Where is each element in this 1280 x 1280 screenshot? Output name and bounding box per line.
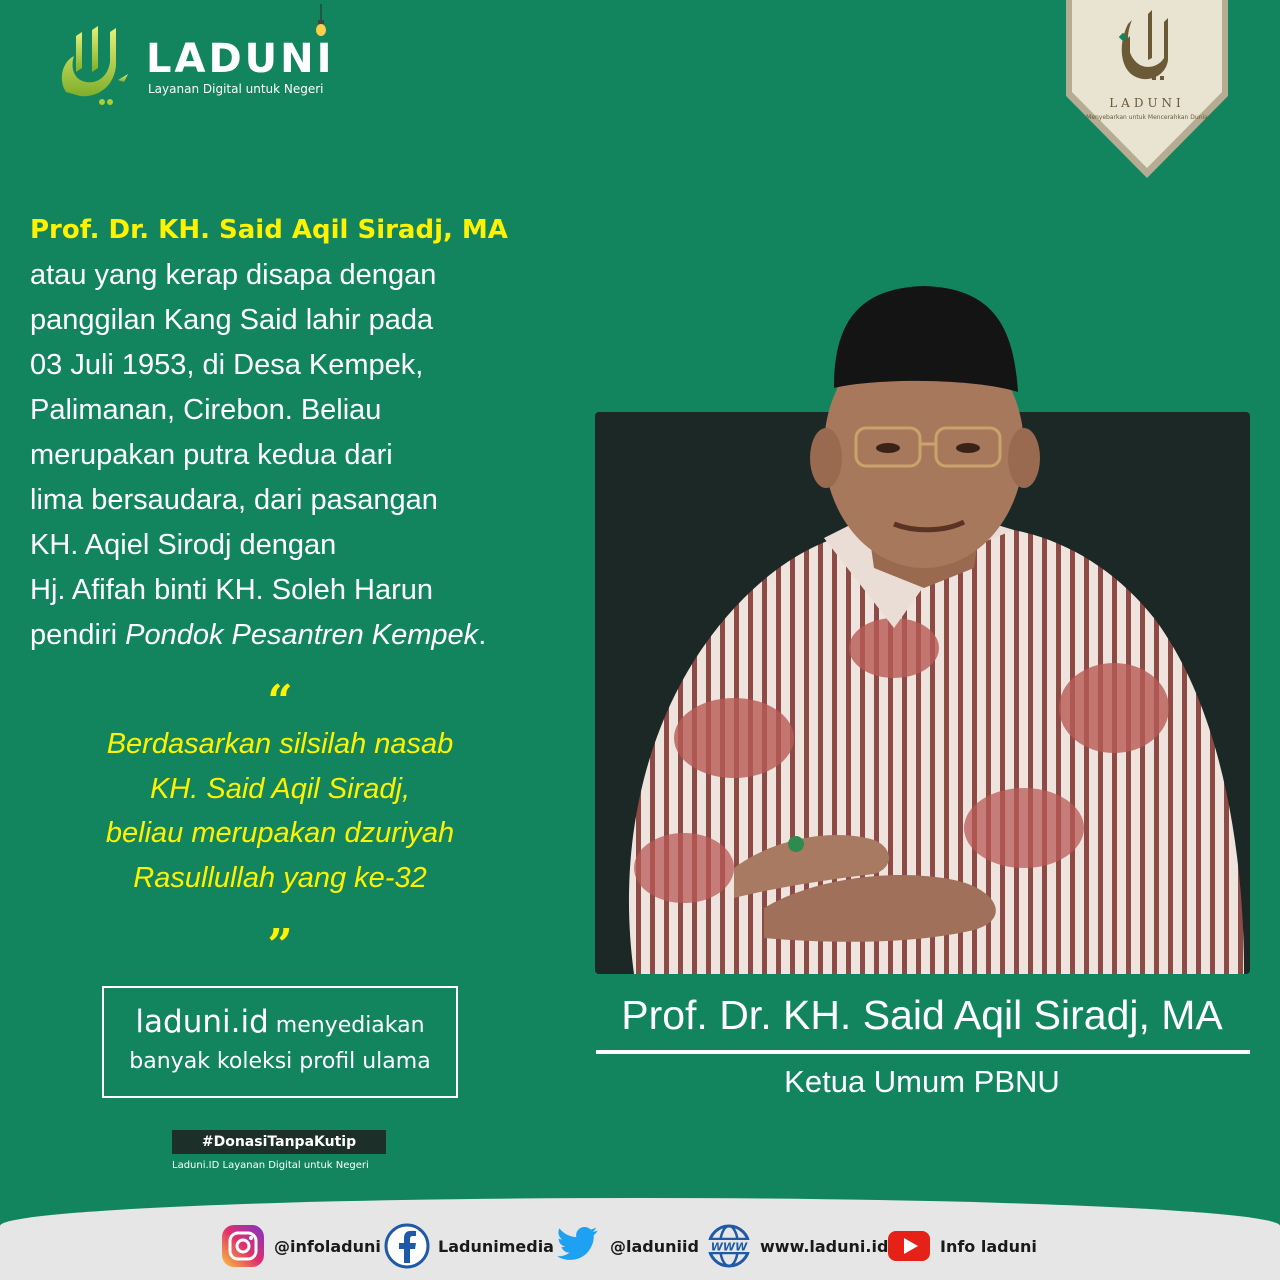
bio-line: atau yang kerap disapa dengan	[30, 259, 437, 291]
laduni-brand-logo	[52, 18, 352, 114]
bio-pesantren-name: Pondok Pesantren Kempek	[125, 619, 479, 651]
promo-line-1	[104, 1002, 456, 1046]
twitter-handle: @laduniid	[610, 1236, 699, 1256]
ribbon-tagline: Menyebarkan untuk Mencerahkan Dunia	[1086, 114, 1208, 121]
hashtag-badge: #DonasiTanpaKutip	[172, 1130, 386, 1154]
biography-text	[30, 208, 590, 658]
instagram-icon	[220, 1223, 266, 1269]
caption-divider	[596, 1050, 1250, 1054]
laduni-ribbon-badge	[1066, 0, 1228, 180]
laduni-calligraphy-icon	[52, 22, 132, 108]
youtube-icon	[886, 1223, 932, 1269]
bio-line: lima bersaudara, dari pasangan	[30, 484, 438, 516]
website-link[interactable]	[706, 1222, 888, 1270]
portrait-caption-role: Ketua Umum PBNU	[784, 1064, 1060, 1099]
instagram-handle: @infoladuni	[274, 1236, 381, 1256]
youtube-channel: Info laduni	[940, 1236, 1037, 1256]
bio-line: panggilan Kang Said lahir pada	[30, 304, 434, 336]
quote-line: KH. Said Aqil Siradj,	[149, 772, 411, 805]
bio-line: Hj. Afifah binti KH. Soleh Harun	[30, 574, 433, 606]
bio-line: 03 Juli 1953, di Desa Kempek,	[30, 349, 424, 381]
lamp-icon	[314, 4, 328, 38]
quote-close-mark: ”	[267, 920, 293, 971]
quote-line: Rasullullah yang ke-32	[133, 861, 427, 894]
portrait-photo	[594, 268, 1254, 974]
bio-line: merupakan putra kedua dari	[30, 439, 393, 471]
quote-line: beliau merupakan dzuriyah	[105, 817, 455, 849]
promo-box	[102, 986, 458, 1098]
promo-site: laduni.id	[135, 1004, 269, 1040]
portrait-caption-name: Prof. Dr. KH. Said Aqil Siradj, MA	[621, 992, 1223, 1038]
twitter-icon	[556, 1223, 602, 1269]
bio-line: Palimanan, Cirebon. Beliau	[30, 394, 382, 426]
quote-open-mark: “	[267, 676, 293, 727]
ribbon-name: LADUNI	[1109, 96, 1185, 110]
facebook-handle: Ladunimedia	[438, 1236, 554, 1256]
quote-block	[0, 722, 560, 900]
globe-icon	[706, 1223, 752, 1269]
bio-last-suffix: .	[478, 619, 487, 651]
bio-last-line	[30, 613, 590, 658]
website-url: www.laduni.id	[760, 1236, 889, 1256]
www-icon-text: WWW	[710, 1240, 748, 1254]
twitter-link[interactable]	[556, 1222, 699, 1270]
facebook-link[interactable]	[384, 1222, 554, 1270]
bio-last-prefix: pendiri	[30, 619, 126, 651]
bio-person-name: Prof. Dr. KH. Said Aqil Siradj, MA	[30, 215, 508, 245]
promo-line-2: banyak koleksi profil ulama	[129, 1049, 431, 1074]
brand-tagline: Layanan Digital untuk Negeri	[148, 82, 324, 96]
bio-line: KH. Aqiel Sirodj dengan	[30, 529, 337, 561]
hashtag-subtitle: Laduni.ID Layanan Digital untuk Negeri	[172, 1160, 369, 1171]
youtube-link[interactable]	[886, 1222, 1037, 1270]
instagram-link[interactable]	[220, 1222, 381, 1270]
ribbon-shape-icon	[1066, 0, 1228, 180]
facebook-icon	[384, 1223, 430, 1269]
brand-name: LADUNI	[146, 36, 335, 82]
promo-line-1-rest: menyediakan	[268, 1013, 425, 1038]
quote-line: Berdasarkan silsilah nasab	[106, 728, 454, 760]
